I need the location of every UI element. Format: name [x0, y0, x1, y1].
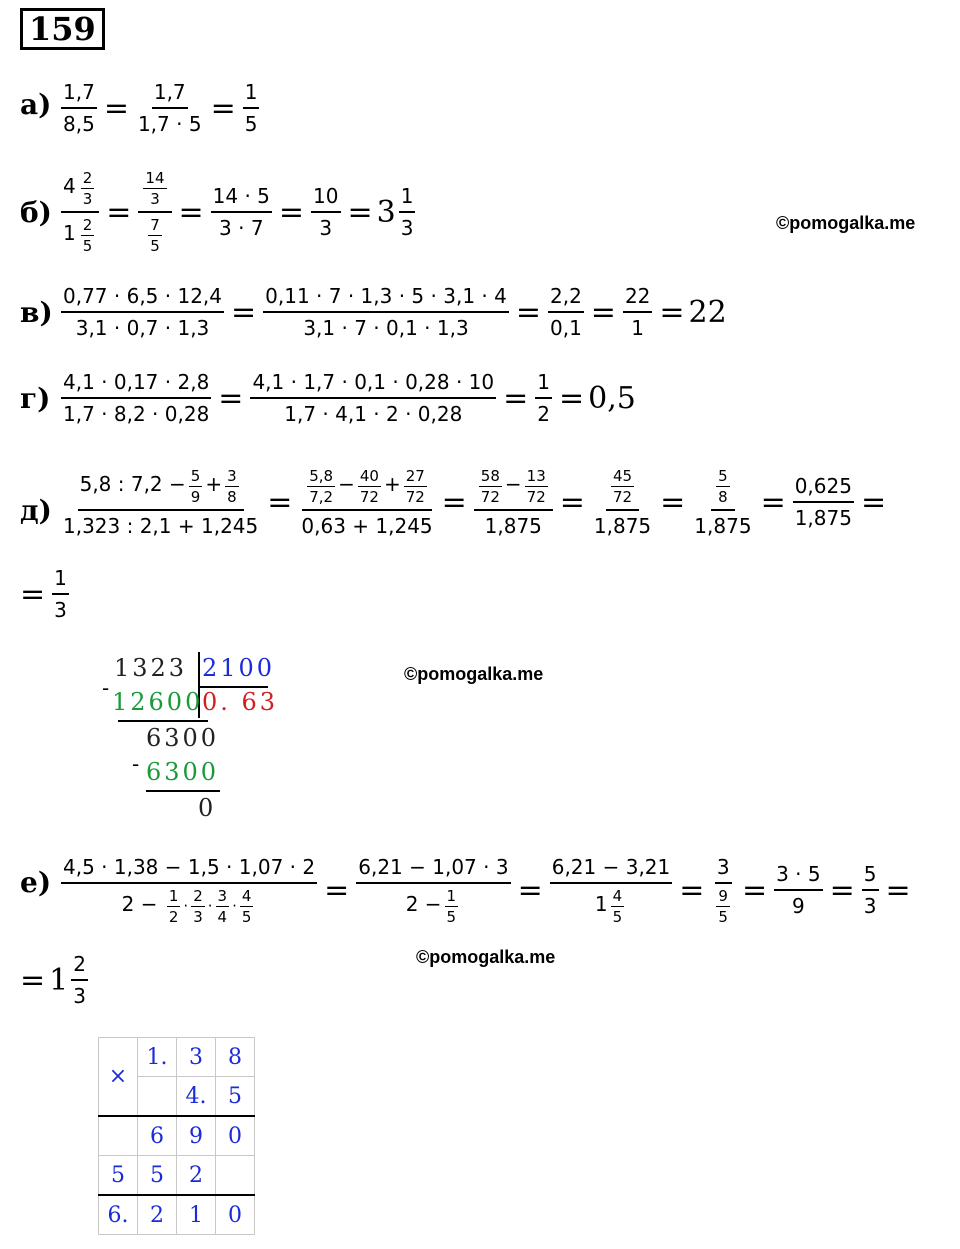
table-row [99, 1195, 255, 1235]
equation-e-result: = 1 2 3 [20, 952, 86, 1008]
watermark: ©pomogalka.me [776, 213, 916, 233]
fraction: $\frac{1,7}{1,7 \cdot 5}$ [137, 80, 202, 136]
table-cell: 4. [177, 1077, 216, 1117]
label-d: д) [20, 494, 52, 527]
fraction: $\frac{0,11 \cdot 7 \cdot 1,3 \cdot 5 \cdot 3,1 \cdot 4}{3,1 \cdot 7 \cdot 0,1 \cdot 1,3}$ [265, 284, 507, 340]
table-cell: 6. [99, 1195, 138, 1235]
fraction: $\frac{1}{3}$ [54, 566, 67, 622]
fraction: $\frac{2,2}{0,1}$ [549, 284, 582, 340]
fraction: 1 3 [400, 184, 414, 240]
table-cell: 9 [177, 1116, 216, 1156]
table-cell: 1 [177, 1195, 216, 1235]
label-v: в) [20, 296, 53, 329]
fraction: 4,5 · 1,38 − 1,5 · 1,07 · 2 2 − $\frac{1}{2}$ · $\frac{2}{3}$ · $\frac{3}{4}$ · $\frac{4}{5}$ [63, 854, 316, 926]
fraction: $\frac{4,1 \cdot 0,17 \cdot 2,8}{1,7 \cdot 8,2 \cdot 0,28}$ [63, 370, 210, 426]
fraction: $\frac{5}{3}$ [863, 862, 877, 918]
equation-g: $\frac{4,1 \cdot 0,17 \cdot 2,8}{1,7 \cdot 8,2 \cdot 0,28}$ = $\frac{4,1 \cdot 1,7 \cdot 0,1 \cdot 0,28 \cdot 10}{1,7 \cdot 4,1 \cdot 2 \cdot 0,28}$ = $\frac{1}{2}$ = 0,5 [63, 370, 636, 426]
table-cell: 6 [138, 1116, 177, 1156]
label-b: б) [20, 196, 52, 229]
label-g: г) [20, 382, 51, 415]
table-cell: 5 [138, 1156, 177, 1196]
fraction: $\frac{1}{5}$ [244, 80, 258, 136]
divider [146, 790, 220, 792]
fraction: $\frac{\frac{45}{72}}{1,875}$ [593, 466, 652, 538]
equation-d: 5,8 : 7,2 − $\frac{5}{9}$ + $\frac{3}{8}$ 1,323 : 2,1 + 1,245 = $\frac{5,8}{7,2}$ − $\frac{40}{72}$ + $\frac{27}{72}$ 0,63 + 1,245 = $\frac{58}{72}$ − $\frac{13}{72}$ 1,875 = $\frac{\frac{45}{72}}{1,875}$ = $\frac{\frac{5}{8}}{1,875}$ = $\frac{0,625}{1,875}$ = [63, 466, 887, 538]
fraction: $\frac{10}{3}$ [313, 184, 339, 240]
equation-d-result: = $\frac{1}{3}$ [20, 566, 67, 622]
complex-fraction: 4 $\frac{2}{3}$ 1 $\frac{2}{5}$ [61, 169, 99, 255]
fraction: $\frac{0,77 \cdot 6,5 \cdot 12,4}{3,1 \cdot 0,7 \cdot 1,3}$ [63, 284, 223, 340]
fraction: $\frac{\frac{5}{8}}{1,875}$ [694, 466, 752, 538]
table-cell [99, 1116, 138, 1156]
equation-b: 4 $\frac{2}{3}$ 1 $\frac{2}{5}$ = $\frac{\frac{14}{3}}{\frac{7}{5}}$ = $\frac{14 \cdot 5}{3 \cdot 7}$ = $\frac{10}{3}$ = 3 1 3 [63, 169, 414, 255]
fraction: $\frac{1}{2}$ [537, 370, 551, 426]
table-cell: 3 [177, 1038, 216, 1077]
table-cell: 5 [99, 1156, 138, 1196]
table-cell [216, 1156, 255, 1196]
fraction: $\frac{14 \cdot 5}{3 \cdot 7}$ [212, 184, 270, 240]
fraction: $\frac{4,1 \cdot 1,7 \cdot 0,1 \cdot 0,28 \cdot 10}{1,7 \cdot 4,1 \cdot 2 \cdot 0,28}$ [252, 370, 495, 426]
table-cell: 0 [216, 1116, 255, 1156]
fraction: $\frac{3}{\frac{9}{5}}$ [716, 854, 730, 926]
table-cell: 2 [177, 1156, 216, 1196]
table-cell: 2 [138, 1195, 177, 1235]
equation-e: 4,5 · 1,38 − 1,5 · 1,07 · 2 2 − $\frac{1}{2}$ · $\frac{2}{3}$ · $\frac{3}{4}$ · $\frac{4}{5}$ = 6,21 − 1,07 · 3 2 − $\frac{1}{5}$ = 6,21 − 3,21 1 $\frac{4}{5}$ = $\frac{3}{\frac{9}{5}}$ = $\frac{3 \cdot 5}{9}$ = $\frac{5}{3}$ = [63, 854, 911, 926]
watermark: ©pomogalka.me [404, 664, 544, 684]
multiply-sign: × [99, 1038, 138, 1117]
fraction: $\frac{0,625}{1,875}$ [794, 474, 852, 530]
equation-a: $\frac{1,7}{8,5}$ = $\frac{1,7}{1,7 \cdot 5}$ = $\frac{1}{5}$ [63, 80, 258, 136]
label-e: е) [20, 866, 52, 899]
problem-number: 159 [20, 8, 105, 50]
complex-fraction: $\frac{\frac{14}{3}}{\frac{7}{5}}$ [138, 169, 171, 255]
label-a: а) [20, 88, 52, 121]
fraction: 6,21 − 3,21 1 $\frac{4}{5}$ [551, 854, 671, 926]
table-cell: 1. [138, 1038, 177, 1077]
table-row [99, 1116, 255, 1156]
watermark: ©pomogalka.me [416, 947, 556, 967]
fraction: $\frac{22}{1}$ [624, 284, 651, 340]
divider [118, 720, 208, 722]
fraction: $\frac{58}{72}$ − $\frac{13}{72}$ 1,875 [474, 467, 553, 538]
fraction: $\frac{1,7}{8,5}$ [63, 80, 95, 136]
table-cell: 8 [216, 1038, 255, 1077]
table-cell: 0 [216, 1195, 255, 1235]
table-cell: 5 [216, 1077, 255, 1117]
table-cell [138, 1077, 177, 1117]
fraction: $\frac{5,8}{7,2}$ − $\frac{40}{72}$ + $\frac{27}{72}$ 0,63 + 1,245 [301, 466, 433, 538]
multiplication-table [98, 1037, 255, 1235]
fraction: 6,21 − 1,07 · 3 2 − $\frac{1}{5}$ [358, 854, 509, 926]
fraction: 5,8 : 7,2 − $\frac{5}{9}$ + $\frac{3}{8}$ 1,323 : 2,1 + 1,245 [63, 466, 259, 538]
table-row [99, 1156, 255, 1196]
equation-v: $\frac{0,77 \cdot 6,5 \cdot 12,4}{3,1 \cdot 0,7 \cdot 1,3}$ = $\frac{0,11 \cdot 7 \cdot 1,3 \cdot 5 \cdot 3,1 \cdot 4}{3,1 \cdot 7 \cdot 0,1 \cdot 1,3}$ = $\frac{2,2}{0,1}$ = $\frac{22}{1}$ = 22 [63, 284, 727, 340]
fraction: 2 3 [73, 952, 86, 1008]
fraction: $\frac{3 \cdot 5}{9}$ [776, 862, 821, 918]
table-row [99, 1038, 255, 1077]
